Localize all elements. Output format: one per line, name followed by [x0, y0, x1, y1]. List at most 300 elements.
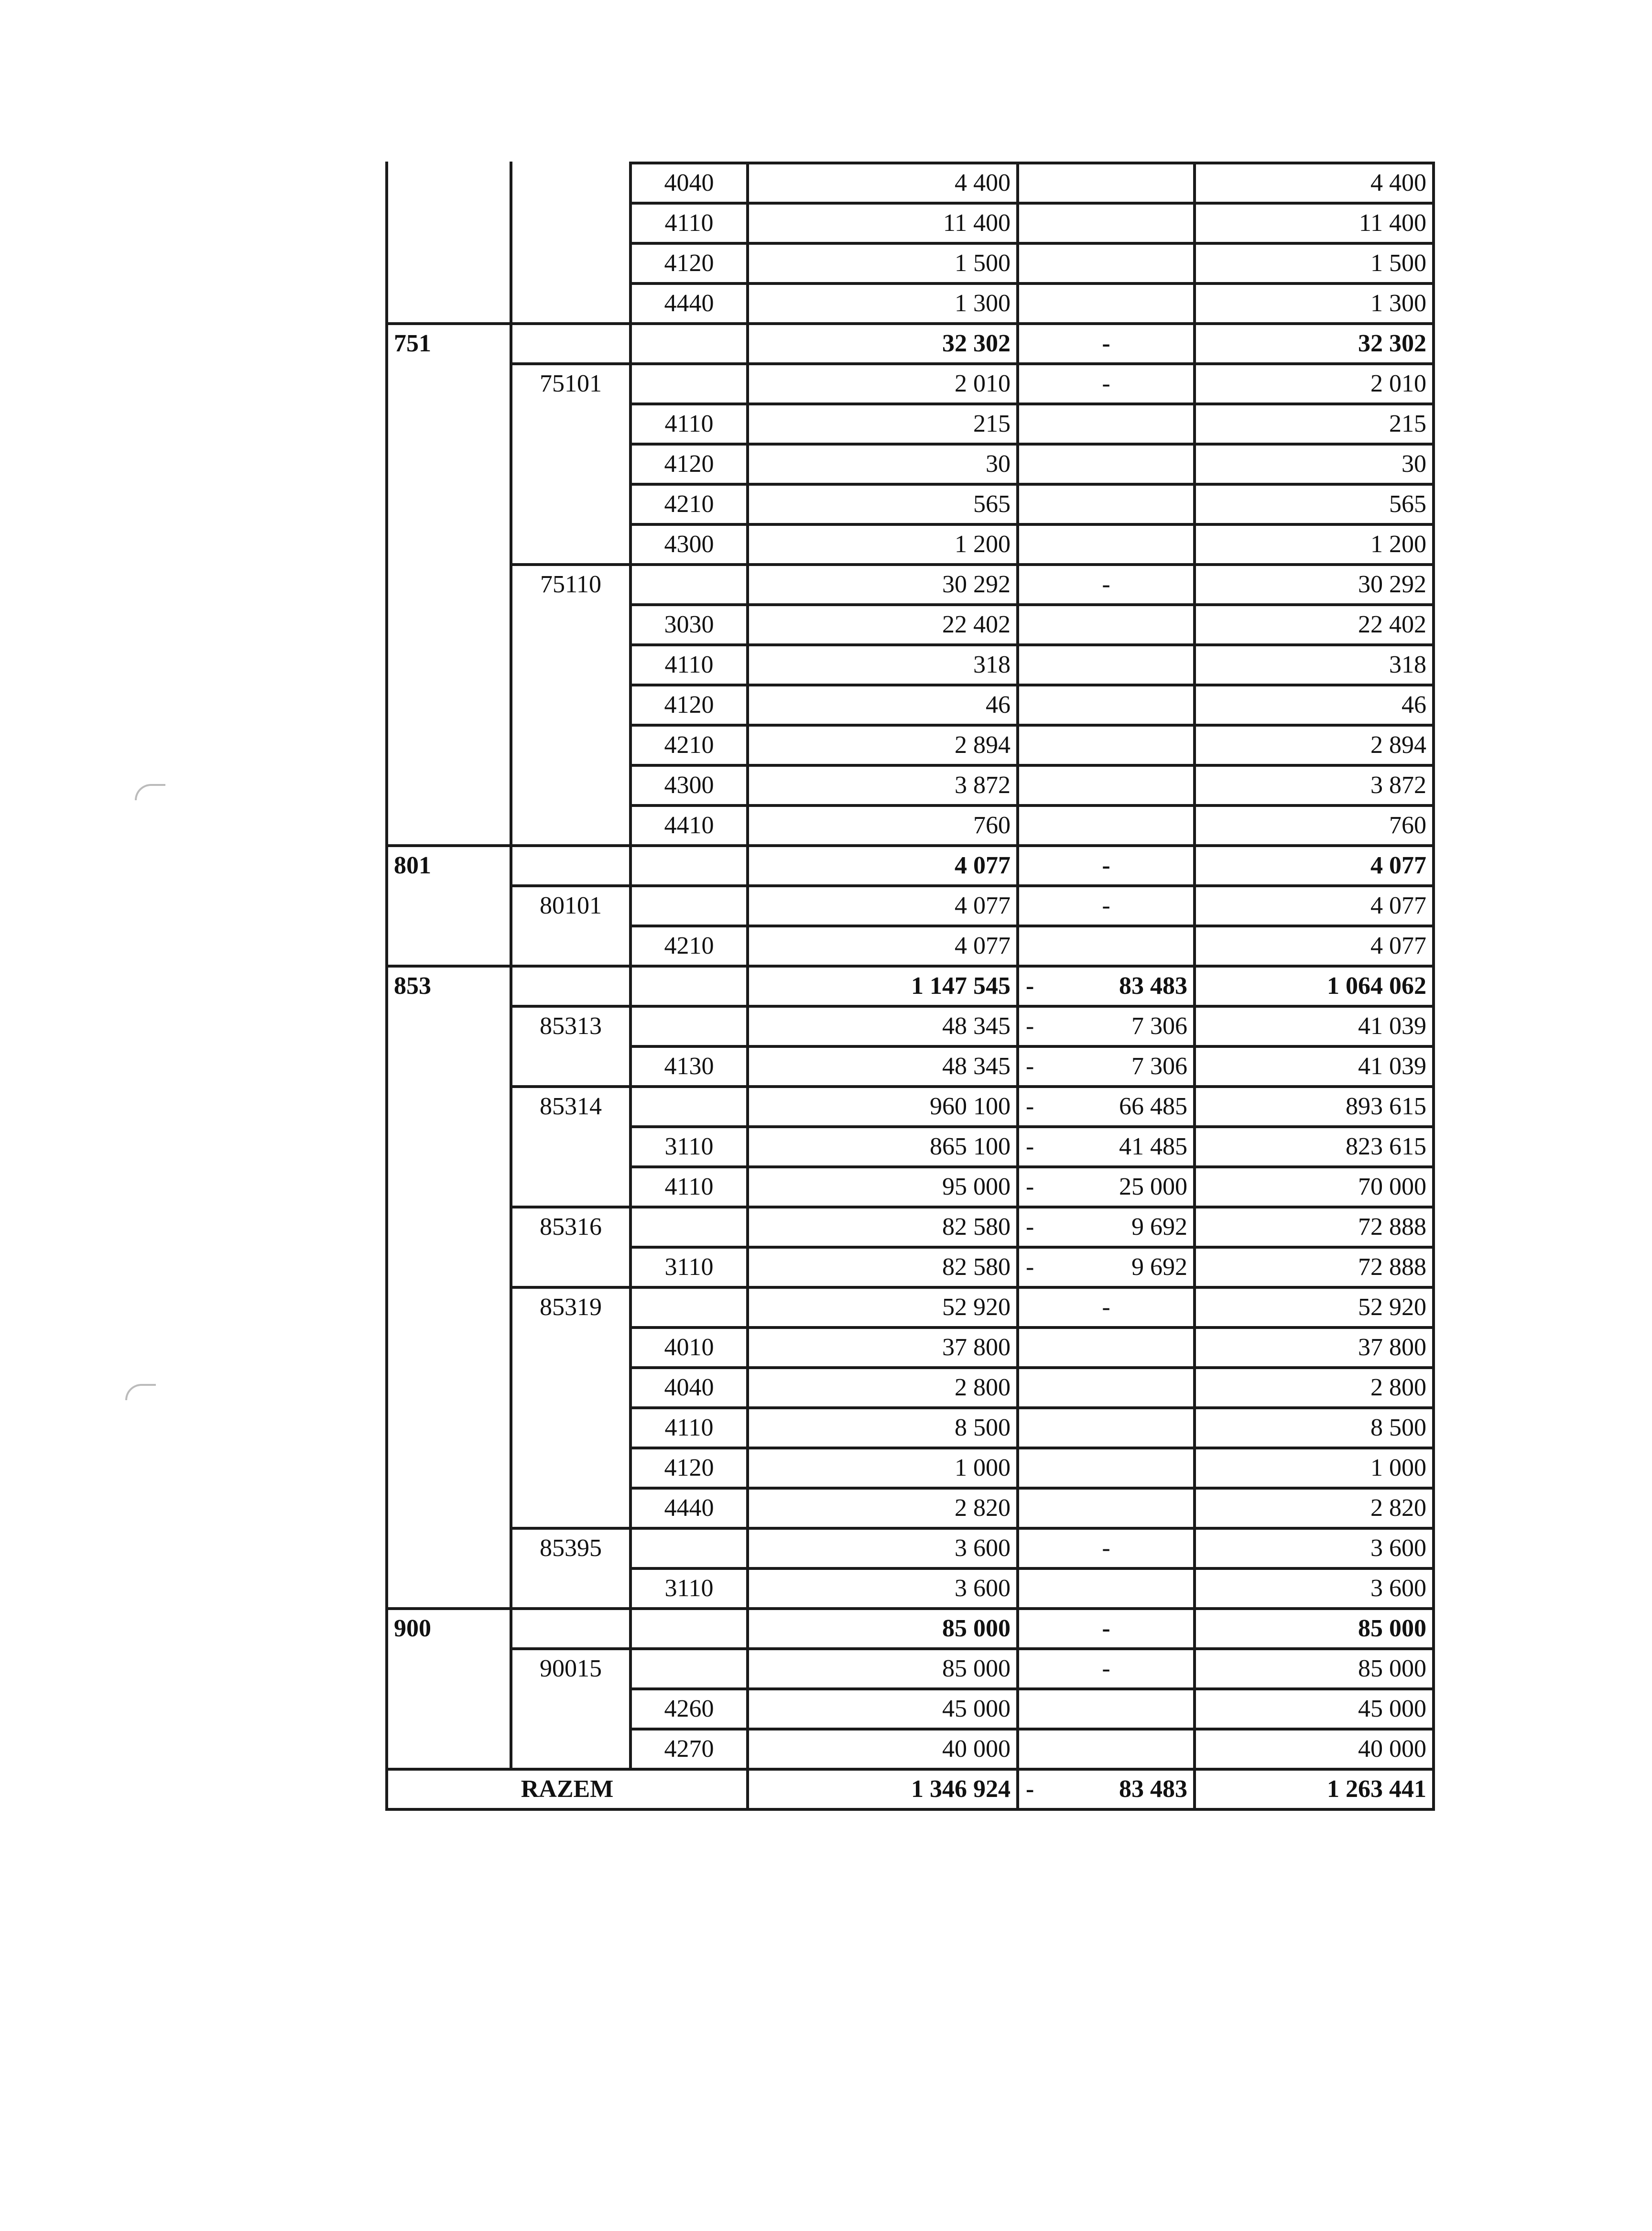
table-row: [387, 1247, 1434, 1287]
paragraf-cell: 4120: [630, 1448, 748, 1488]
dzial-cell: [387, 765, 511, 805]
table-row: [387, 444, 1434, 484]
rozdzial-cell: [511, 805, 630, 846]
dzial-cell: 900: [387, 1609, 511, 1649]
paragraf-cell: 4040: [630, 163, 748, 203]
table-row: [387, 484, 1434, 524]
plan-cell: 2 820: [748, 1488, 1018, 1528]
total-label: RAZEM: [387, 1769, 748, 1809]
total-change: [1018, 1769, 1195, 1809]
plan-cell: 37 800: [748, 1328, 1018, 1368]
plan-cell: 2 800: [748, 1368, 1018, 1408]
plan-cell: 85 000: [748, 1609, 1018, 1649]
dzial-cell: [387, 484, 511, 524]
paragraf-cell: 4120: [630, 243, 748, 283]
rozdzial-cell: [511, 1328, 630, 1368]
plan-cell: 11 400: [748, 203, 1018, 243]
table-row: [387, 886, 1434, 926]
rozdzial-cell: 85316: [511, 1207, 630, 1247]
dzial-cell: [387, 1127, 511, 1167]
plan-cell: 1 300: [748, 283, 1018, 324]
dzial-cell: [387, 1087, 511, 1127]
dzial-cell: [387, 1247, 511, 1287]
table-row: [387, 404, 1434, 444]
plan-cell: 30 292: [748, 565, 1018, 605]
paragraf-cell: 3110: [630, 1127, 748, 1167]
paragraf-cell: 3110: [630, 1568, 748, 1609]
plan-cell: 4 077: [748, 926, 1018, 966]
total-change-sign: -: [1026, 1775, 1034, 1803]
paragraf-cell: [630, 1087, 748, 1127]
change-cell: [1018, 605, 1195, 645]
change-cell: [1018, 1488, 1195, 1528]
plan-cell: 4 077: [748, 886, 1018, 926]
dzial-cell: [387, 725, 511, 765]
change-value: 25 000: [1119, 1173, 1187, 1200]
plan-cell: 40 000: [748, 1729, 1018, 1769]
plan-cell: 1 500: [748, 243, 1018, 283]
plan-cell: 215: [748, 404, 1018, 444]
dzial-cell: 853: [387, 966, 511, 1006]
after-cell: 22 402: [1195, 605, 1434, 645]
dzial-cell: [387, 283, 511, 324]
dzial-cell: [387, 1368, 511, 1408]
rozdzial-cell: [511, 484, 630, 524]
paragraf-cell: 4120: [630, 444, 748, 484]
table-row: [387, 1448, 1434, 1488]
total-change-value: 83 483: [1119, 1775, 1187, 1803]
table-row: [387, 605, 1434, 645]
plan-cell: 1 000: [748, 1448, 1018, 1488]
rozdzial-cell: [511, 283, 630, 324]
table-row: [387, 805, 1434, 846]
change-value: -: [1102, 1294, 1110, 1321]
rozdzial-cell: [511, 1368, 630, 1408]
change-cell: [1018, 1006, 1195, 1046]
dzial-cell: 751: [387, 324, 511, 364]
table-row: [387, 1167, 1434, 1207]
plan-cell: 95 000: [748, 1167, 1018, 1207]
dzial-cell: [387, 1006, 511, 1046]
after-cell: 1 064 062: [1195, 966, 1434, 1006]
after-cell: 3 600: [1195, 1528, 1434, 1568]
after-cell: 70 000: [1195, 1167, 1434, 1207]
rozdzial-cell: [511, 846, 630, 886]
dzial-cell: [387, 565, 511, 605]
paragraf-cell: 4110: [630, 1167, 748, 1207]
paragraf-cell: 4300: [630, 765, 748, 805]
paragraf-cell: 3030: [630, 605, 748, 645]
plan-cell: 4 400: [748, 163, 1018, 203]
after-cell: 41 039: [1195, 1006, 1434, 1046]
paragraf-cell: 4110: [630, 404, 748, 444]
change-cell: [1018, 765, 1195, 805]
table-row: [387, 1207, 1434, 1247]
paragraf-cell: 4440: [630, 283, 748, 324]
change-cell: [1018, 203, 1195, 243]
after-cell: 1 200: [1195, 524, 1434, 565]
after-cell: 2 800: [1195, 1368, 1434, 1408]
rozdzial-cell: 75110: [511, 565, 630, 605]
dzial-cell: [387, 1528, 511, 1568]
paragraf-cell: 4040: [630, 1368, 748, 1408]
dzial-cell: [387, 805, 511, 846]
table-row: [387, 685, 1434, 725]
plan-cell: 565: [748, 484, 1018, 524]
change-cell: [1018, 1368, 1195, 1408]
table-row: [387, 1689, 1434, 1729]
paragraf-cell: [630, 1609, 748, 1649]
change-cell: [1018, 725, 1195, 765]
dzial-cell: [387, 886, 511, 926]
after-cell: 2 010: [1195, 364, 1434, 404]
after-cell: 46: [1195, 685, 1434, 725]
after-cell: 11 400: [1195, 203, 1434, 243]
change-cell: [1018, 163, 1195, 203]
table-row: [387, 1528, 1434, 1568]
change-value: -: [1102, 370, 1110, 397]
rozdzial-cell: [511, 1247, 630, 1287]
plan-cell: 8 500: [748, 1408, 1018, 1448]
table-row: [387, 1287, 1434, 1328]
table-row: [387, 1087, 1434, 1127]
section-row: [387, 324, 1434, 364]
change-cell: [1018, 1328, 1195, 1368]
paragraf-cell: [630, 1287, 748, 1328]
paragraf-cell: 4210: [630, 926, 748, 966]
change-sign: -: [1026, 1093, 1034, 1120]
paragraf-cell: 4110: [630, 203, 748, 243]
after-cell: 760: [1195, 805, 1434, 846]
change-cell: [1018, 444, 1195, 484]
paragraf-cell: 4260: [630, 1689, 748, 1729]
after-cell: 3 600: [1195, 1568, 1434, 1609]
table-row: [387, 725, 1434, 765]
change-cell: [1018, 1167, 1195, 1207]
rozdzial-cell: [511, 1609, 630, 1649]
dzial-cell: [387, 1729, 511, 1769]
plan-cell: 2 894: [748, 725, 1018, 765]
paragraf-cell: 4210: [630, 484, 748, 524]
dzial-cell: [387, 444, 511, 484]
rozdzial-cell: [511, 243, 630, 283]
total-after: 1 263 441: [1195, 1769, 1434, 1809]
plan-cell: 3 600: [748, 1568, 1018, 1609]
change-value: 83 483: [1119, 972, 1187, 1000]
rozdzial-cell: [511, 444, 630, 484]
change-cell: [1018, 805, 1195, 846]
plan-cell: 22 402: [748, 605, 1018, 645]
plan-cell: 1 147 545: [748, 966, 1018, 1006]
change-cell: [1018, 926, 1195, 966]
change-sign: -: [1026, 1012, 1034, 1040]
paragraf-cell: 4110: [630, 645, 748, 685]
plan-cell: 45 000: [748, 1689, 1018, 1729]
dzial-cell: [387, 1408, 511, 1448]
table-row: [387, 203, 1434, 243]
table-row: [387, 1328, 1434, 1368]
rozdzial-cell: [511, 685, 630, 725]
rozdzial-cell: [511, 203, 630, 243]
dzial-cell: [387, 1488, 511, 1528]
after-cell: 215: [1195, 404, 1434, 444]
change-cell: [1018, 846, 1195, 886]
change-cell: [1018, 1247, 1195, 1287]
budget-table-body: [387, 163, 1434, 1769]
rozdzial-cell: [511, 1127, 630, 1167]
after-cell: 30: [1195, 444, 1434, 484]
table-row: [387, 1127, 1434, 1167]
rozdzial-cell: [511, 404, 630, 444]
change-value: 7 306: [1131, 1053, 1187, 1080]
plan-cell: 48 345: [748, 1046, 1018, 1087]
change-value: -: [1102, 892, 1110, 919]
rozdzial-cell: [511, 1568, 630, 1609]
change-value: 66 485: [1119, 1093, 1187, 1120]
table-row: [387, 926, 1434, 966]
change-cell: [1018, 565, 1195, 605]
punch-hole-mark: [125, 1384, 156, 1400]
paragraf-cell: 4300: [630, 524, 748, 565]
after-cell: 8 500: [1195, 1408, 1434, 1448]
change-cell: [1018, 1729, 1195, 1769]
paragraf-cell: 3110: [630, 1247, 748, 1287]
paragraf-cell: [630, 1207, 748, 1247]
section-row: [387, 846, 1434, 886]
dzial-cell: [387, 1649, 511, 1689]
table-row: [387, 1046, 1434, 1087]
after-cell: 318: [1195, 645, 1434, 685]
dzial-cell: [387, 645, 511, 685]
rozdzial-cell: [511, 1408, 630, 1448]
rozdzial-cell: 85313: [511, 1006, 630, 1046]
rozdzial-cell: [511, 1689, 630, 1729]
change-cell: [1018, 1127, 1195, 1167]
plan-cell: 52 920: [748, 1287, 1018, 1328]
change-value: 41 485: [1119, 1133, 1187, 1160]
paragraf-cell: [630, 1006, 748, 1046]
paragraf-cell: [630, 324, 748, 364]
after-cell: 823 615: [1195, 1127, 1434, 1167]
rozdzial-cell: [511, 1046, 630, 1087]
change-value: -: [1102, 1655, 1110, 1682]
dzial-cell: [387, 605, 511, 645]
dzial-cell: [387, 1207, 511, 1247]
dzial-cell: [387, 1328, 511, 1368]
change-cell: [1018, 645, 1195, 685]
after-cell: 30 292: [1195, 565, 1434, 605]
table-row: [387, 1649, 1434, 1689]
rozdzial-cell: [511, 1448, 630, 1488]
after-cell: 72 888: [1195, 1207, 1434, 1247]
rozdzial-cell: [511, 1167, 630, 1207]
change-cell: [1018, 1448, 1195, 1488]
paragraf-cell: [630, 565, 748, 605]
paragraf-cell: [630, 966, 748, 1006]
table-row: [387, 765, 1434, 805]
rozdzial-cell: 85319: [511, 1287, 630, 1328]
plan-cell: 32 302: [748, 324, 1018, 364]
change-value: -: [1102, 1534, 1110, 1562]
dzial-cell: 801: [387, 846, 511, 886]
table-row: [387, 163, 1434, 203]
change-value: -: [1102, 571, 1110, 598]
table-row: [387, 283, 1434, 324]
rozdzial-cell: [511, 1729, 630, 1769]
change-cell: [1018, 1528, 1195, 1568]
dzial-cell: [387, 1568, 511, 1609]
dzial-cell: [387, 1287, 511, 1328]
dzial-cell: [387, 163, 511, 203]
paragraf-cell: 4130: [630, 1046, 748, 1087]
after-cell: 4 077: [1195, 926, 1434, 966]
change-cell: [1018, 1649, 1195, 1689]
after-cell: 1 500: [1195, 243, 1434, 283]
after-cell: 37 800: [1195, 1328, 1434, 1368]
rozdzial-cell: 85395: [511, 1528, 630, 1568]
change-cell: [1018, 886, 1195, 926]
change-cell: [1018, 324, 1195, 364]
rozdzial-cell: 80101: [511, 886, 630, 926]
plan-cell: 46: [748, 685, 1018, 725]
after-cell: 565: [1195, 484, 1434, 524]
total-plan: 1 346 924: [748, 1769, 1018, 1809]
change-cell: [1018, 1087, 1195, 1127]
after-cell: 40 000: [1195, 1729, 1434, 1769]
rozdzial-cell: [511, 324, 630, 364]
plan-cell: 865 100: [748, 1127, 1018, 1167]
after-cell: 4 077: [1195, 886, 1434, 926]
change-cell: [1018, 1287, 1195, 1328]
rozdzial-cell: [511, 524, 630, 565]
plan-cell: 3 600: [748, 1528, 1018, 1568]
change-cell: [1018, 283, 1195, 324]
dzial-cell: [387, 1046, 511, 1087]
dzial-cell: [387, 404, 511, 444]
change-sign: -: [1026, 1053, 1034, 1080]
dzial-cell: [387, 1689, 511, 1729]
table-row: [387, 645, 1434, 685]
dzial-cell: [387, 1167, 511, 1207]
paragraf-cell: [630, 886, 748, 926]
change-cell: [1018, 1568, 1195, 1609]
change-value: -: [1102, 1615, 1110, 1642]
after-cell: 2 894: [1195, 725, 1434, 765]
rozdzial-cell: [511, 605, 630, 645]
rozdzial-cell: [511, 1488, 630, 1528]
after-cell: 41 039: [1195, 1046, 1434, 1087]
change-cell: [1018, 364, 1195, 404]
after-cell: 3 872: [1195, 765, 1434, 805]
change-sign: -: [1026, 1213, 1034, 1241]
dzial-cell: [387, 243, 511, 283]
rozdzial-cell: 85314: [511, 1087, 630, 1127]
change-sign: -: [1026, 1173, 1034, 1200]
after-cell: 85 000: [1195, 1649, 1434, 1689]
change-cell: [1018, 1689, 1195, 1729]
section-row: [387, 1609, 1434, 1649]
after-cell: 4 077: [1195, 846, 1434, 886]
change-sign: -: [1026, 972, 1034, 1000]
dzial-cell: [387, 926, 511, 966]
change-value: 9 692: [1131, 1213, 1187, 1241]
table-row: [387, 565, 1434, 605]
change-cell: [1018, 404, 1195, 444]
plan-cell: 2 010: [748, 364, 1018, 404]
change-sign: -: [1026, 1253, 1034, 1281]
rozdzial-cell: [511, 725, 630, 765]
change-value: 9 692: [1131, 1253, 1187, 1281]
table-row: [387, 243, 1434, 283]
total-row: [387, 1769, 1434, 1809]
after-cell: 1 000: [1195, 1448, 1434, 1488]
plan-cell: 760: [748, 805, 1018, 846]
dzial-cell: [387, 364, 511, 404]
plan-cell: 85 000: [748, 1649, 1018, 1689]
plan-cell: 30: [748, 444, 1018, 484]
table-row: [387, 1006, 1434, 1046]
change-cell: [1018, 1046, 1195, 1087]
after-cell: 1 300: [1195, 283, 1434, 324]
plan-cell: 48 345: [748, 1006, 1018, 1046]
plan-cell: 82 580: [748, 1207, 1018, 1247]
change-value: -: [1102, 330, 1110, 357]
rozdzial-cell: 90015: [511, 1649, 630, 1689]
table-row: [387, 524, 1434, 565]
change-cell: [1018, 966, 1195, 1006]
paragraf-cell: [630, 846, 748, 886]
change-sign: -: [1026, 1133, 1034, 1160]
change-cell: [1018, 1207, 1195, 1247]
change-cell: [1018, 484, 1195, 524]
table-row: [387, 1729, 1434, 1769]
paragraf-cell: [630, 1649, 748, 1689]
plan-cell: 1 200: [748, 524, 1018, 565]
plan-cell: 4 077: [748, 846, 1018, 886]
plan-cell: 318: [748, 645, 1018, 685]
plan-cell: 82 580: [748, 1247, 1018, 1287]
plan-cell: 960 100: [748, 1087, 1018, 1127]
punch-hole-mark: [135, 784, 165, 800]
table-row: [387, 1368, 1434, 1408]
paragraf-cell: 4010: [630, 1328, 748, 1368]
after-cell: 893 615: [1195, 1087, 1434, 1127]
dzial-cell: [387, 685, 511, 725]
after-cell: 32 302: [1195, 324, 1434, 364]
after-cell: 85 000: [1195, 1609, 1434, 1649]
table-row: [387, 364, 1434, 404]
budget-table: [385, 162, 1435, 1811]
paragraf-cell: 4440: [630, 1488, 748, 1528]
rozdzial-cell: [511, 926, 630, 966]
rozdzial-cell: 75101: [511, 364, 630, 404]
change-cell: [1018, 1609, 1195, 1649]
change-cell: [1018, 243, 1195, 283]
after-cell: 52 920: [1195, 1287, 1434, 1328]
table-row: [387, 1568, 1434, 1609]
plan-cell: 3 872: [748, 765, 1018, 805]
dzial-cell: [387, 1448, 511, 1488]
paragraf-cell: [630, 1528, 748, 1568]
change-value: -: [1102, 852, 1110, 879]
paragraf-cell: 4120: [630, 685, 748, 725]
change-cell: [1018, 685, 1195, 725]
after-cell: 2 820: [1195, 1488, 1434, 1528]
rozdzial-cell: [511, 163, 630, 203]
change-cell: [1018, 1408, 1195, 1448]
paragraf-cell: 4270: [630, 1729, 748, 1769]
rozdzial-cell: [511, 645, 630, 685]
